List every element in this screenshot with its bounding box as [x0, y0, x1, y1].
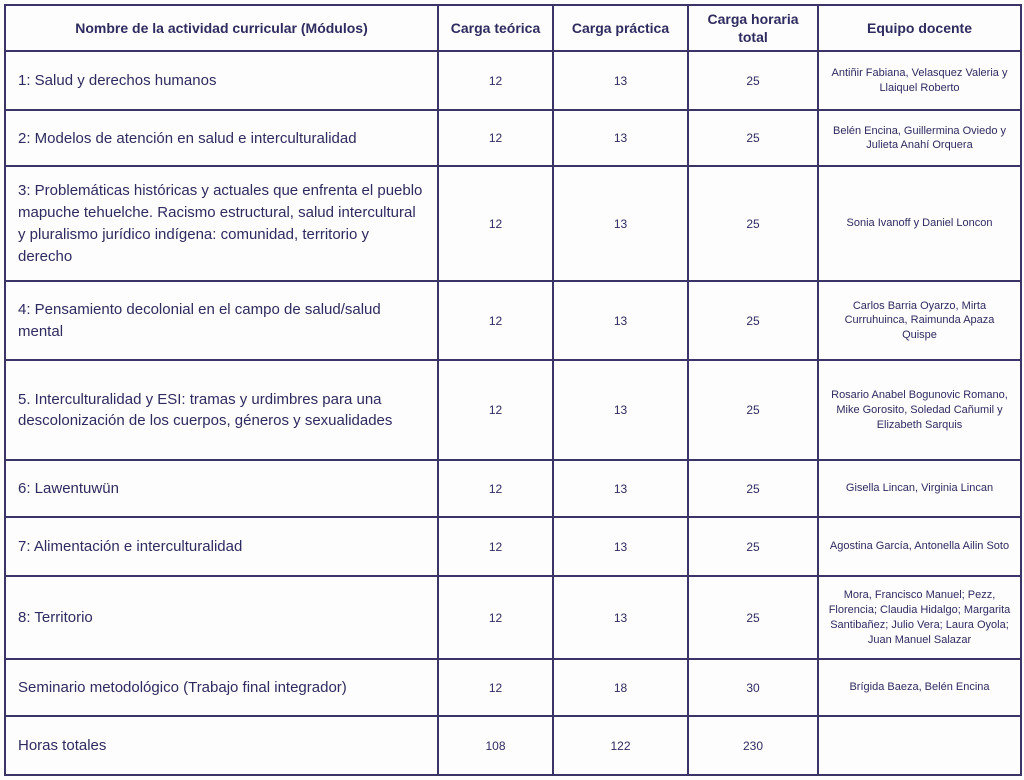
carga-total-cell: 25	[688, 576, 818, 659]
totals-teorica-cell: 108	[438, 716, 553, 775]
table-row	[5, 460, 1021, 517]
carga-practica-cell: 13	[553, 281, 688, 360]
totals-total-cell: 230	[688, 716, 818, 775]
header-carga-total: Carga horaria total	[688, 5, 818, 51]
carga-practica-cell: 13	[553, 360, 688, 460]
header-module-name: Nombre de la actividad curricular (Módulos)	[5, 5, 438, 51]
carga-total-cell: 25	[688, 51, 818, 110]
module-name-cell: 1: Salud y derechos humanos	[5, 51, 438, 110]
carga-total-cell: 25	[688, 281, 818, 360]
table-row	[5, 51, 1021, 110]
header-equipo-docente: Equipo docente	[818, 5, 1021, 51]
totals-label-cell: Horas totales	[5, 716, 438, 775]
carga-practica-cell: 13	[553, 166, 688, 281]
carga-teorica-cell: 12	[438, 517, 553, 576]
carga-practica-cell: 13	[553, 110, 688, 166]
module-name-cell: 8: Territorio	[5, 576, 438, 659]
equipo-docente-cell: Rosario Anabel Bogunovic Romano, Mike Gorosito, Soledad Cañumil y Elizabeth Sarquis	[818, 360, 1021, 460]
carga-teorica-cell: 12	[438, 281, 553, 360]
carga-teorica-cell: 12	[438, 360, 553, 460]
carga-teorica-cell: 12	[438, 166, 553, 281]
table-row	[5, 110, 1021, 166]
table-row	[5, 576, 1021, 659]
carga-total-cell: 25	[688, 166, 818, 281]
totals-practica-cell: 122	[553, 716, 688, 775]
equipo-docente-cell: Gisella Lincan, Virginia Lincan	[818, 460, 1021, 517]
carga-teorica-cell: 12	[438, 51, 553, 110]
carga-practica-cell: 13	[553, 51, 688, 110]
equipo-docente-cell: Brígida Baeza, Belén Encina	[818, 659, 1021, 716]
module-name-cell: Seminario metodológico (Trabajo final integrador)	[5, 659, 438, 716]
carga-practica-cell: 18	[553, 659, 688, 716]
carga-teorica-cell: 12	[438, 110, 553, 166]
module-name-cell: 7: Alimentación e interculturalidad	[5, 517, 438, 576]
equipo-docente-cell: Carlos Barria Oyarzo, Mirta Curruhuinca, Raimunda Apaza Quispe	[818, 281, 1021, 360]
carga-total-cell: 25	[688, 110, 818, 166]
header-carga-practica: Carga práctica	[553, 5, 688, 51]
carga-total-cell: 25	[688, 360, 818, 460]
carga-teorica-cell: 12	[438, 659, 553, 716]
table-row	[5, 360, 1021, 460]
table-row	[5, 659, 1021, 716]
equipo-docente-cell: Sonia Ivanoff y Daniel Loncon	[818, 166, 1021, 281]
carga-total-cell: 25	[688, 460, 818, 517]
carga-teorica-cell: 12	[438, 576, 553, 659]
curriculum-table	[4, 4, 1022, 776]
carga-total-cell: 30	[688, 659, 818, 716]
carga-teorica-cell: 12	[438, 460, 553, 517]
table-row	[5, 166, 1021, 281]
table-row	[5, 517, 1021, 576]
header-carga-teorica: Carga teórica	[438, 5, 553, 51]
carga-total-cell: 25	[688, 517, 818, 576]
totals-equipo-cell	[818, 716, 1021, 775]
carga-practica-cell: 13	[553, 460, 688, 517]
equipo-docente-cell: Mora, Francisco Manuel; Pezz, Florencia; Claudia Hidalgo; Margarita Santibañez; Julio Vera; Laura Oyola; Juan Manuel Salazar	[818, 576, 1021, 659]
equipo-docente-cell: Antiñir Fabiana, Velasquez Valeria y Llaiquel Roberto	[818, 51, 1021, 110]
module-name-cell: 6: Lawentuwün	[5, 460, 438, 517]
module-name-cell: 5. Interculturalidad y ESI: tramas y urdimbres para una descolonización de los cuerpos, géneros y sexualidades	[5, 360, 438, 460]
equipo-docente-cell: Belén Encina, Guillermina Oviedo y Julieta Anahí Orquera	[818, 110, 1021, 166]
equipo-docente-cell: Agostina García, Antonella Ailin Soto	[818, 517, 1021, 576]
table-row-totals	[5, 716, 1021, 775]
carga-practica-cell: 13	[553, 576, 688, 659]
table-row	[5, 281, 1021, 360]
carga-practica-cell: 13	[553, 517, 688, 576]
module-name-cell: 2: Modelos de atención en salud e interculturalidad	[5, 110, 438, 166]
module-name-cell: 4: Pensamiento decolonial en el campo de salud/salud mental	[5, 281, 438, 360]
module-name-cell: 3: Problemáticas históricas y actuales que enfrenta el pueblo mapuche tehuelche. Racismo estructural, salud intercultural y pluralismo jurídico indígena: comunidad, territorio y derecho	[5, 166, 438, 281]
table-header-row	[5, 5, 1021, 51]
